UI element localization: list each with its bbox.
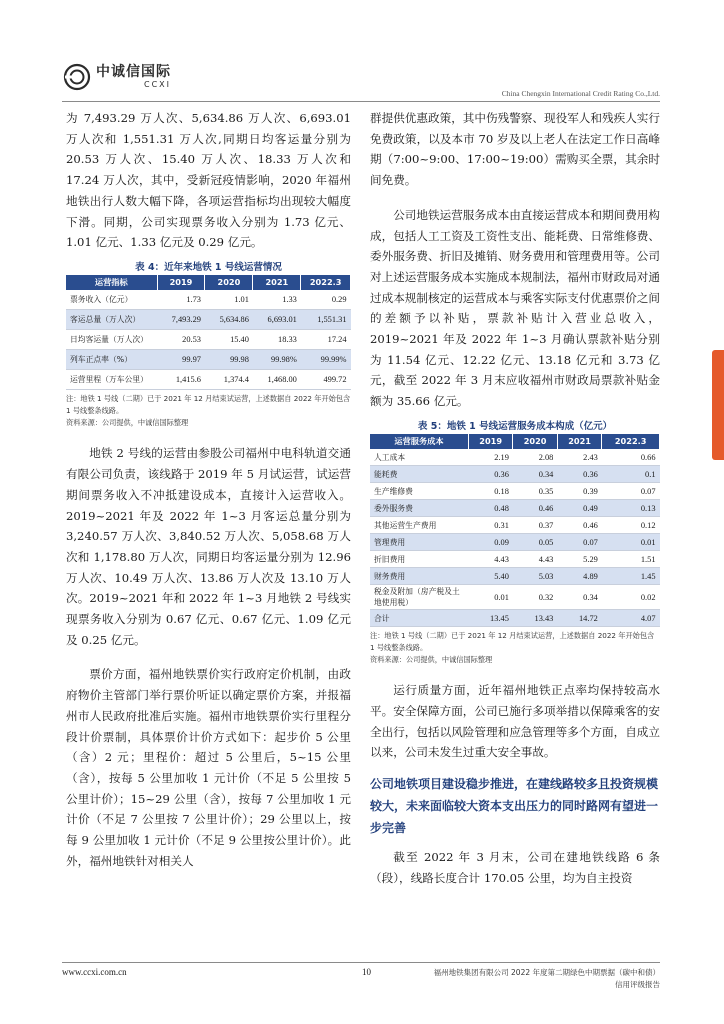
row-label: 人工成本 xyxy=(370,449,468,466)
table-4-source: 资料来源：公司提供，中诚信国际整理 xyxy=(66,418,189,428)
table-row xyxy=(66,290,351,310)
row-label: 管理费用 xyxy=(370,534,468,551)
table-cell: 17.24 xyxy=(301,330,351,350)
row-label: 票务收入（亿元） xyxy=(66,290,157,310)
logo-chinese-name: 中诚信国际 xyxy=(96,64,171,80)
table-cell: 99.98 xyxy=(205,350,253,370)
table-cell: 0.01 xyxy=(602,534,660,551)
table-row xyxy=(66,370,351,390)
page-header xyxy=(62,62,660,102)
table-cell: 0.07 xyxy=(602,483,660,500)
table-cell: 5.03 xyxy=(513,568,557,585)
table-cell: 4.43 xyxy=(513,551,557,568)
logo-english-name: CCXI xyxy=(143,80,171,89)
table-4 xyxy=(66,275,351,391)
table-cell: 0.46 xyxy=(557,517,601,534)
table-header-row xyxy=(370,434,660,449)
table-row xyxy=(370,585,660,610)
table-row xyxy=(370,466,660,483)
table-cell: 7,493.29 xyxy=(157,310,205,330)
table-row xyxy=(370,449,660,466)
paragraph: 为 7,493.29 万人次、5,634.86 万人次、6,693.01 万人次和 1,551.31 万人次,同期日均客运量分别为 20.53 万人次、15.40 万人次、18.33 万人次和 17.24 万人次，其中，受新冠疫情影响，2020 年福州地铁出行人数大幅下降，各项运营指标均出现较大幅度下滑。同期，公司实现票务收入分别为 1.73 亿元、1.01 亿元、1.33 亿元及 0.29 亿元。 xyxy=(66,111,351,250)
table-5-source: 资料来源：公司提供，中诚信国际整理 xyxy=(370,655,493,665)
table-cell: 1.51 xyxy=(602,551,660,568)
table-row xyxy=(370,551,660,568)
table-cell: 5,634.86 xyxy=(205,310,253,330)
row-label: 客运总量（万人次） xyxy=(66,310,157,330)
page-footer xyxy=(62,962,660,1002)
page-number: 10 xyxy=(362,967,371,977)
table-cell: 4.07 xyxy=(602,610,660,627)
footer-doc-subtitle: 信用评级报告 xyxy=(615,980,660,989)
table-row xyxy=(370,517,660,534)
row-label: 委外服务费 xyxy=(370,500,468,517)
table-cell: 0.48 xyxy=(468,500,512,517)
column-header: 2020 xyxy=(513,434,557,449)
row-label: 能耗费 xyxy=(370,466,468,483)
column-header: 2021 xyxy=(557,434,601,449)
row-label: 运营里程（万车公里） xyxy=(66,370,157,390)
table-cell: 0.02 xyxy=(602,585,660,610)
column-header: 运营指标 xyxy=(66,275,157,290)
table-cell: 20.53 xyxy=(157,330,205,350)
table-cell: 2.43 xyxy=(557,449,601,466)
table-cell: 0.01 xyxy=(468,585,512,610)
table-total-row xyxy=(370,610,660,627)
table-cell: 0.46 xyxy=(513,500,557,517)
table-row xyxy=(66,310,351,330)
paragraph: 地铁 2 号线的运营由参股公司福州中电科轨道交通有限公司负责，该线路于 2019 年 5 月试运营，试运营期间票务收入不冲抵建设成本，直接计入运营收入。2019~2021 年及 2022 年 1~3 月客运总量分别为 3,240.57 万人次、3,840.52 万人次、5,058.68 万人次和 1,178.80 万人次，同期日均客运量分别为 12.96 万人次、10.49 万人次、13.86 万人次及 13.10 万人次。2019~2021 年和 2022 年 1~3 月地铁 2 号线实现票务收入分别为 0.67 亿元、0.67 亿元、1.09 亿元及 0.25 亿元。 xyxy=(66,446,351,647)
table-cell: 1.73 xyxy=(157,290,205,310)
table-cell: 13.45 xyxy=(468,610,512,627)
table-cell: 1,551.31 xyxy=(301,310,351,330)
table-row xyxy=(66,350,351,370)
table-cell: 0.49 xyxy=(557,500,601,517)
table-cell: 4.89 xyxy=(557,568,601,585)
table-cell: 0.13 xyxy=(602,500,660,517)
row-label: 日均客运量（万人次） xyxy=(66,330,157,350)
table-cell: 5.40 xyxy=(468,568,512,585)
paragraph: 群提供优惠政策，其中伤残警察、现役军人和残疾人实行免费政策，以及本市 70 岁及以上老人在法定工作日高峰期（7:00~9:00、17:00~19:00）需购买全票，其余时间免费。 xyxy=(370,111,660,188)
table-cell: 0.1 xyxy=(602,466,660,483)
table-5 xyxy=(370,434,660,628)
paragraph: 截至 2022 年 3 月末，公司在建地铁线路 6 条（段），线路长度合计 170.05 公里，均为自主投资 xyxy=(370,850,660,885)
footer-doc-title: 福州地铁集团有限公司 2022 年度第二期绿色中期票据（碳中和债） xyxy=(433,968,660,977)
ccxi-logo-icon xyxy=(62,62,92,92)
table-row xyxy=(370,534,660,551)
column-header: 2021 xyxy=(253,275,301,290)
row-label: 折旧费用 xyxy=(370,551,468,568)
table-cell: 1,468.00 xyxy=(253,370,301,390)
table-header-row xyxy=(66,275,351,290)
table-cell: 2.08 xyxy=(513,449,557,466)
table-cell: 13.43 xyxy=(513,610,557,627)
row-label: 其他运营生产费用 xyxy=(370,517,468,534)
column-header: 运营服务成本 xyxy=(370,434,468,449)
table-row xyxy=(66,330,351,350)
table-cell: 99.98% xyxy=(253,350,301,370)
table-cell: 1,374.4 xyxy=(205,370,253,390)
table-cell: 1.33 xyxy=(253,290,301,310)
column-header: 2020 xyxy=(205,275,253,290)
table-cell: 0.36 xyxy=(468,466,512,483)
column-header: 2022.3 xyxy=(301,275,351,290)
paragraph: 运行质量方面，近年福州地铁正点率均保持较高水平。安全保障方面，公司已施行多项举措以保障乘客的安全出行，包括以风险管理和应急管理等多个方面，自成立以来，公司未发生过重大安全事故。 xyxy=(370,683,660,760)
table-cell: 0.39 xyxy=(557,483,601,500)
table-cell: 0.32 xyxy=(513,585,557,610)
table-cell: 6,693.01 xyxy=(253,310,301,330)
table-cell: 99.99% xyxy=(301,350,351,370)
table-cell: 0.18 xyxy=(468,483,512,500)
table-cell: 4.43 xyxy=(468,551,512,568)
table-4-title: 表 4：近年来地铁 1 号线运营情况 xyxy=(135,261,282,273)
row-label: 列车正点率（%） xyxy=(66,350,157,370)
section-heading: 公司地铁项目建设稳步推进，在建线路较多且投资规模较大，未来面临较大资本支出压力的同时路网有望进一步完善 xyxy=(370,777,659,836)
table-cell: 99.97 xyxy=(157,350,205,370)
table-row xyxy=(370,500,660,517)
table-cell: 0.37 xyxy=(513,517,557,534)
table-cell: 18.33 xyxy=(253,330,301,350)
table-5-note: 注：地铁 1 号线（二期）已于 2021 年 12 月结束试运营，上述数据自 2022 年开始包含 1 号线整条线路。 xyxy=(370,631,655,653)
table-cell: 0.34 xyxy=(513,466,557,483)
table-cell: 499.72 xyxy=(301,370,351,390)
table-5-title: 表 5：地铁 1 号线运营服务成本构成（亿元） xyxy=(417,420,613,432)
table-cell: 0.12 xyxy=(602,517,660,534)
row-label: 生产维修费 xyxy=(370,483,468,500)
table-cell: 0.29 xyxy=(301,290,351,310)
column-header: 2019 xyxy=(157,275,205,290)
column-header: 2019 xyxy=(468,434,512,449)
table-cell: 0.09 xyxy=(468,534,512,551)
table-row xyxy=(370,568,660,585)
footer-document-title xyxy=(434,967,660,991)
table-cell: 1.45 xyxy=(602,568,660,585)
table-cell: 0.05 xyxy=(513,534,557,551)
table-cell: 0.31 xyxy=(468,517,512,534)
right-column xyxy=(370,108,660,889)
left-column xyxy=(66,108,351,871)
table-cell: 2.19 xyxy=(468,449,512,466)
table-cell: 15.40 xyxy=(205,330,253,350)
table-cell: 1.01 xyxy=(205,290,253,310)
table-4-note: 注：地铁 1 号线（二期）已于 2021 年 12 月结束试运营，上述数据自 2022 年开始包含 1 号线整条线路。 xyxy=(66,394,351,416)
table-cell: 0.34 xyxy=(557,585,601,610)
table-row xyxy=(370,483,660,500)
table-cell: 1,415.6 xyxy=(157,370,205,390)
footer-website: www.ccxi.com.cn xyxy=(62,967,127,977)
table-cell: 0.35 xyxy=(513,483,557,500)
paragraph: 票价方面，福州地铁票价实行政府定价机制，由政府物价主管部门举行票价听证以确定票价方案，并报福州市人民政府批准后实施。福州市地铁票价实行里程分段计价票制，具体票价计价方式如下：起步价 5 公里（含）2 元；里程价：超过 5 公里后，5~15 公里（含），按每 5 公里加收 1 元计价（不足 5 公里按 5 公里计价）；15~29 公里（含），按每 7 公里加收 1 元计价（不足 7 公里按 7 公里计价）；29 公里以上，按每 9 公里加收 1 元计价（不足 9 公里按公里计价）。此外，福州地铁针对相关人 xyxy=(66,667,351,868)
table-cell: 14.72 xyxy=(557,610,601,627)
company-logo xyxy=(62,62,171,92)
company-english-name: China Chengxin International Credit Rating Co.,Ltd. xyxy=(501,89,660,98)
row-label: 财务费用 xyxy=(370,568,468,585)
table-cell: 5.29 xyxy=(557,551,601,568)
table-cell: 0.36 xyxy=(557,466,601,483)
table-cell: 0.07 xyxy=(557,534,601,551)
column-header: 2022.3 xyxy=(602,434,660,449)
row-label: 税金及附加（房产税及土地使用税） xyxy=(370,585,468,610)
side-tab-label: 0 xyxy=(714,440,720,449)
table-cell: 0.66 xyxy=(602,449,660,466)
row-label: 合计 xyxy=(370,610,468,627)
paragraph: 公司地铁运营服务成本由直接运营成本和期间费用构成，包括人工工资及工资性支出、能耗费、日常维修费、委外服务费、折旧及摊销、财务费用和管理费用等。公司对上述运营服务成本实施成本规制法，福州市财政局对通过成本规制核定的运营成本与乘客实际支付优惠票价之间的差额予以补贴，票款补贴计入营业总收入，2019~2021 年及 2022 年 1~3 月确认票款补贴分别为 11.54 亿元、12.22 亿元、13.18 亿元和 3.73 亿元，截至 2022 年 3 月末应收福州市财政局票款补贴金额为 35.66 亿元。 xyxy=(370,207,660,409)
